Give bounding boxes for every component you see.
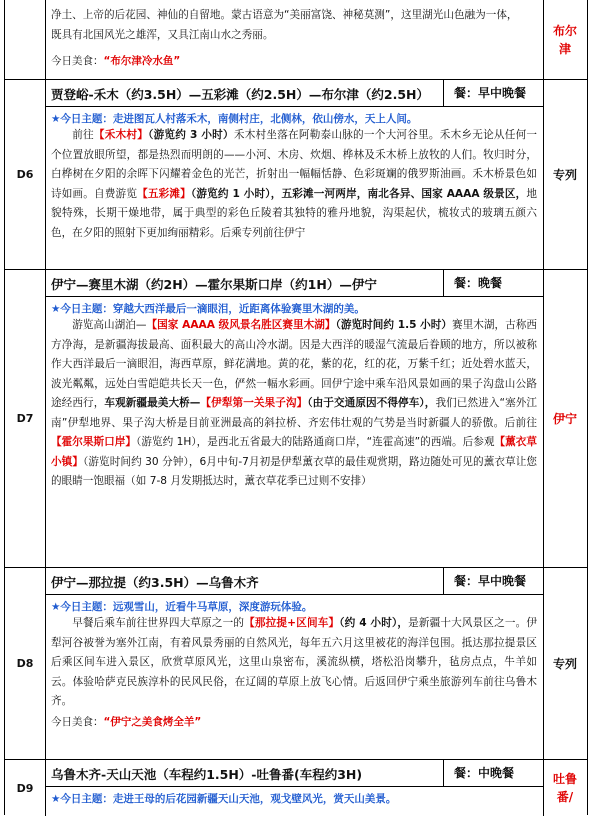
day-label: D6 — [5, 80, 46, 269]
content-cell — [45, 568, 544, 759]
meal-info: 餐：早中晚餐 — [443, 568, 543, 594]
overnight-city: 专列 — [552, 167, 577, 182]
route-title: 伊宁—赛里木湖（约2H）—霍尔果斯口岸（约1H）—伊宁 — [51, 277, 377, 292]
table-row-d6 — [5, 80, 587, 270]
day-label: D9 — [5, 760, 46, 816]
route-header — [45, 568, 543, 595]
content-cell — [45, 270, 544, 567]
food-label: 今日美食： — [51, 55, 104, 67]
description-line: 既具有北国风光之雄浑，又具江南山水之秀丽。 — [51, 28, 274, 41]
day-theme: ★今日主题：远观雪山，近看牛马草原，深度游玩体验。 — [51, 601, 313, 613]
day-cell — [5, 0, 46, 79]
overnight-city: 吐鲁番/ — [552, 772, 577, 804]
table-row-d8 — [5, 568, 587, 760]
overnight-city: 布尔津 — [552, 23, 577, 56]
day-theme: ★今日主题：走进王母的后花园新疆天山天池，观戈壁风光，赏天山美景。 — [51, 793, 397, 805]
meal-info: 餐：晚餐 — [443, 270, 543, 296]
day-theme: ★今日主题：穿越大西洋最后一滴眼泪，近距离体验赛里木湖的美。 — [51, 303, 365, 315]
content-cell — [45, 80, 544, 269]
table-row-d7 — [5, 270, 587, 568]
overnight-city: 专列 — [552, 656, 577, 671]
route-title: 乌鲁木齐-天山天池（车程约1.5H）-吐鲁番(车程约3H) — [51, 767, 363, 782]
attraction-name: 【国家 AAAA 级风景名胜区赛里木湖】 — [146, 319, 336, 331]
day-label: D7 — [5, 270, 46, 567]
day-theme: ★今日主题：走进图瓦人村落禾木，南侧村庄，北侧林，依山傍水，天上人间。 — [51, 113, 418, 125]
attraction-name: 【那拉提+区间车】 — [244, 617, 340, 629]
route-header — [45, 760, 543, 787]
route-header — [45, 270, 543, 297]
attraction-name: 【伊犁第一关果子沟】 — [200, 397, 308, 409]
food-label: 今日美食： — [51, 715, 104, 728]
meal-info: 餐：早中晚餐 — [443, 80, 543, 106]
attraction-name: 【五彩滩】 — [137, 187, 191, 200]
meal-info: 餐：中晚餐 — [443, 760, 543, 786]
route-title: 贾登峪-禾木（约3.5H）—五彩滩（约2.5H）—布尔津（约2.5H） — [51, 87, 430, 102]
food-name: “伊宁之美食烤全羊” — [103, 715, 202, 728]
today-food — [45, 714, 543, 729]
attraction-name: 【霍尔果斯口岸】 — [51, 436, 136, 448]
route-header — [45, 80, 543, 107]
today-food — [45, 53, 543, 68]
attraction-name: 【禾木村】 — [93, 129, 149, 141]
description: 游览高山湖泊—【国家 AAAA 级风景名胜区赛里木湖】（游览时间约 1.5 小时）赛里木湖，古称西方净海，是新疆海拔最高、面积最大的高山冷水湖。因是大西洋的暖湿气流最后眷顾的地方，所以被称作大西洋最后一滴眼泪，海西草原，鲜花满地。黄的花，紫的花，红的花，万紫千红；近处碧水蓝天，波光粼粼，远处白雪皑皑共长天一色，俨然一幅水彩画。回伊宁途中乘车沿风景如画的果子沟盘山公路途经西行，车观新疆最美大桥—【伊犁第一关果子沟】（由于交通原因不得停车），我们已然进入“塞外江南”伊犁地界、果子沟大桥是目前亚洲最高的斜拉桥、齐宏伟壮观的气势是当时新疆人的骄傲。后前往【霍尔果斯口岸】（游览约 1H），是西北五省最大的陆路通商口岸，“连霍高速”的西端。后参观【薰衣草小镇】（游览时间约 30 分钟），6月中旬-7月初是伊犁薰衣草的最佳观赏期，路边随处可见的薰衣草让您的眼睛一饱眼福（如 7-8 月发期抵达时，薰衣草花季已过则不安排） — [51, 319, 538, 487]
overnight-city: 伊宁 — [552, 411, 577, 426]
food-name: “布尔津冷水鱼” — [103, 55, 181, 67]
description: 前往【禾木村】（游览约 3 小时）禾木村坐落在阿勒泰山脉的一个大河谷里。禾木乡无论从任何一个位置放眼所望，都是热烈而明朗的——小河、木房、炊烟、桦林及禾木桥上放牧的人们。牧归时分，白桦树在夕阳的余晖下闪耀着金色的光芒，折射出一幅幅恬静、色彩斑斓的俄罗斯油画。禾木桥景色如诗如画。自费游览【五彩滩】（游览约 1 小时），五彩滩一河两岸，南北各异、国家 AAAA 级景区，地貌特殊，长期干燥地带，属于典型的彩色丘陵着其独特的雅丹地貌，沟渠起伏，梳妆式的玻璃五颜六色，在夕阳的照射下更加绚丽精彩。后乘专列前往伊宁 — [51, 129, 538, 239]
content-cell — [45, 760, 544, 816]
description — [45, 0, 543, 45]
table-row-d9 — [5, 760, 587, 816]
description-line: 净土、上帝的后花园、神仙的自留地。蒙古语意为“美丽富饶、神秘莫测”，这里湖光山色融为一体， — [51, 9, 518, 21]
route-title: 伊宁—那拉提（约3.5H）—乌鲁木齐 — [51, 575, 259, 590]
description: 早餐后乘车前往世界四大草原之一的【那拉提+区间车】（约 4 小时），是新疆十大风景区之一。伊犁河谷被誉为塞外江南，有着风景秀丽的自然风光，每年五六月这里被花的海洋包围。抵达那拉提景区后乘区间车进入景区，欣赏草原风光，这里山泉密布，溪流纵横，塔松沿岗攀升，毡房点点，牛羊如云。体验哈萨克民族淳朴的民风民俗，在辽阔的草原上放飞心情。后返回伊宁乘坐旅游列车前往乌鲁木齐。 — [51, 617, 537, 707]
content-cell — [45, 0, 544, 79]
itinerary-table — [4, 0, 588, 815]
table-row-continued — [5, 0, 587, 80]
attraction-name: 【薰衣草小镇】 — [51, 436, 538, 468]
day-label: D8 — [5, 568, 46, 759]
